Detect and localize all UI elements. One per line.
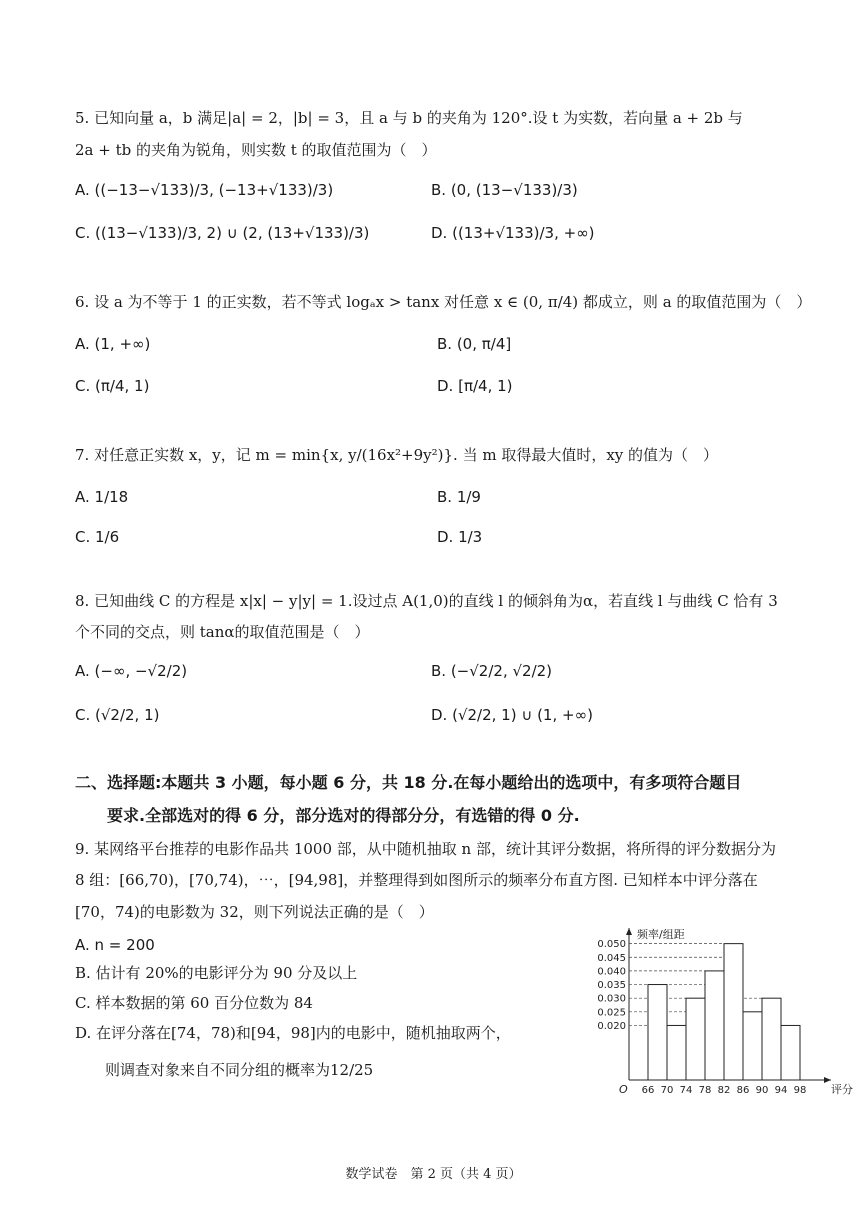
- q9-option-a: A. n = 200: [75, 936, 155, 954]
- section2-heading-line2: 要求.全部选对的得 6 分，部分选对的得部分分，有选错的得 0 分.: [107, 806, 580, 825]
- x-tick-label: 74: [679, 1085, 693, 1096]
- q5-option-a: A. ((−13−√133)/3, (−13+√133)/3): [75, 181, 334, 199]
- q9-option-c: C. 样本数据的第 60 百分位数为 84: [75, 994, 313, 1012]
- q6-stem-line1: 6. 设 a 为不等于 1 的正实数，若不等式 logₐx > tanx 对任意 x ∈ (0, π/4) 都成立，则 a 的取值范围为（ ）: [75, 293, 812, 311]
- q6-option-a: A. (1, +∞): [75, 335, 151, 353]
- q5-stem-line1: 5. 已知向量 a，b 满足|a| = 2，|b| = 3，且 a 与 b 的夹角为 120°.设 t 为实数，若向量 a + 2b 与: [75, 109, 743, 127]
- y-tick-label: 0.050: [597, 939, 626, 951]
- histogram-bar: [648, 985, 667, 1080]
- q7-option-d: D. 1/3: [437, 528, 483, 546]
- y-axis-arrow: [626, 928, 632, 935]
- q9-option-b: B. 估计有 20%的电影评分为 90 分及以上: [75, 964, 358, 982]
- y-tick-label: 0.035: [597, 980, 626, 992]
- q9-stem-line2: 8 组：[66,70)，[70,74)，⋯，[94,98]，并整理得到如图所示的频率分布直方图. 已知样本中评分落在: [75, 871, 758, 889]
- q7-option-b: B. 1/9: [437, 488, 481, 506]
- q9-stem-line3: [70，74)的电影数为 32，则下列说法正确的是（ ）: [75, 903, 434, 921]
- section2-heading-line1: 二、选择题:本题共 3 小题，每小题 6 分，共 18 分.在每小题给出的选项中，有多项符合题目: [75, 773, 742, 792]
- frequency-histogram: [587, 920, 853, 1096]
- histogram-bar: [724, 944, 743, 1080]
- q7-option-a: A. 1/18: [75, 488, 129, 506]
- x-axis-arrow: [824, 1077, 831, 1083]
- x-tick-label: 86: [736, 1085, 750, 1096]
- x-tick-label: 82: [717, 1085, 731, 1096]
- q9-stem-line1: 9. 某网络平台推荐的电影作品共 1000 部，从中随机抽取 n 部，统计其评分数据，将所得的评分数据分为: [75, 840, 776, 858]
- y-tick-label: 0.045: [597, 952, 626, 964]
- q8-option-b: B. (−√2/2, √2/2): [431, 662, 553, 680]
- x-tick-label: 70: [660, 1085, 674, 1096]
- histogram-bar: [705, 971, 724, 1080]
- origin-label: O: [619, 1083, 628, 1096]
- q8-option-c: C. (√2/2, 1): [75, 706, 160, 724]
- q6-option-c: C. (π/4, 1): [75, 377, 150, 395]
- histogram-bar: [667, 1025, 686, 1080]
- q8-option-d: D. (√2/2, 1) ∪ (1, +∞): [431, 706, 593, 724]
- q5-option-d: D. ((13+√133)/3, +∞): [431, 224, 595, 242]
- histogram-bar: [743, 1012, 762, 1080]
- q5-stem-line2: 2a + tb 的夹角为锐角，则实数 t 的取值范围为（ ）: [75, 141, 437, 159]
- y-axis-label: 频率/组距: [637, 928, 685, 941]
- page-footer: 数学试卷 第 2 页（共 4 页）: [345, 1167, 522, 1182]
- q7-option-c: C. 1/6: [75, 528, 120, 546]
- y-tick-label: 0.020: [597, 1020, 626, 1032]
- y-tick-label: 0.040: [597, 966, 626, 978]
- q9-option-d-continued: 则调查对象来自不同分组的概率为12/25: [105, 1061, 374, 1079]
- x-tick-label: 94: [774, 1085, 788, 1096]
- q9-option-d: D. 在评分落在[74，78)和[94，98]内的电影中，随机抽取两个，: [75, 1024, 511, 1042]
- histogram-bar: [781, 1025, 800, 1080]
- y-tick-label: 0.025: [597, 1007, 626, 1019]
- q6-option-d: D. [π/4, 1): [437, 377, 513, 395]
- x-axis-label: 评分: [831, 1083, 853, 1096]
- y-tick-label: 0.030: [597, 993, 626, 1005]
- q5-option-b: B. (0, (13−√133)/3): [431, 181, 578, 199]
- histogram-bar: [686, 998, 705, 1080]
- q5-option-c: C. ((13−√133)/3, 2) ∪ (2, (13+√133)/3): [75, 224, 370, 242]
- q8-stem-line2: 个不同的交点，则 tanα的取值范围是（ ）: [75, 623, 370, 641]
- x-tick-label: 98: [793, 1085, 807, 1096]
- x-tick-label: 66: [641, 1085, 655, 1096]
- histogram-bar: [762, 998, 781, 1080]
- q7-stem-line1: 7. 对任意正实数 x，y，记 m = min{x, y/(16x²+9y²)}. 当 m 取得最大值时，xy 的值为（ ）: [75, 446, 719, 464]
- q8-option-a: A. (−∞, −√2/2): [75, 662, 188, 680]
- x-tick-label: 90: [755, 1085, 769, 1096]
- q6-option-b: B. (0, π/4]: [437, 335, 512, 353]
- q8-stem-line1: 8. 已知曲线 C 的方程是 x|x| − y|y| = 1.设过点 A(1,0)的直线 l 的倾斜角为α，若直线 l 与曲线 C 恰有 3: [75, 592, 778, 610]
- x-tick-label: 78: [698, 1085, 712, 1096]
